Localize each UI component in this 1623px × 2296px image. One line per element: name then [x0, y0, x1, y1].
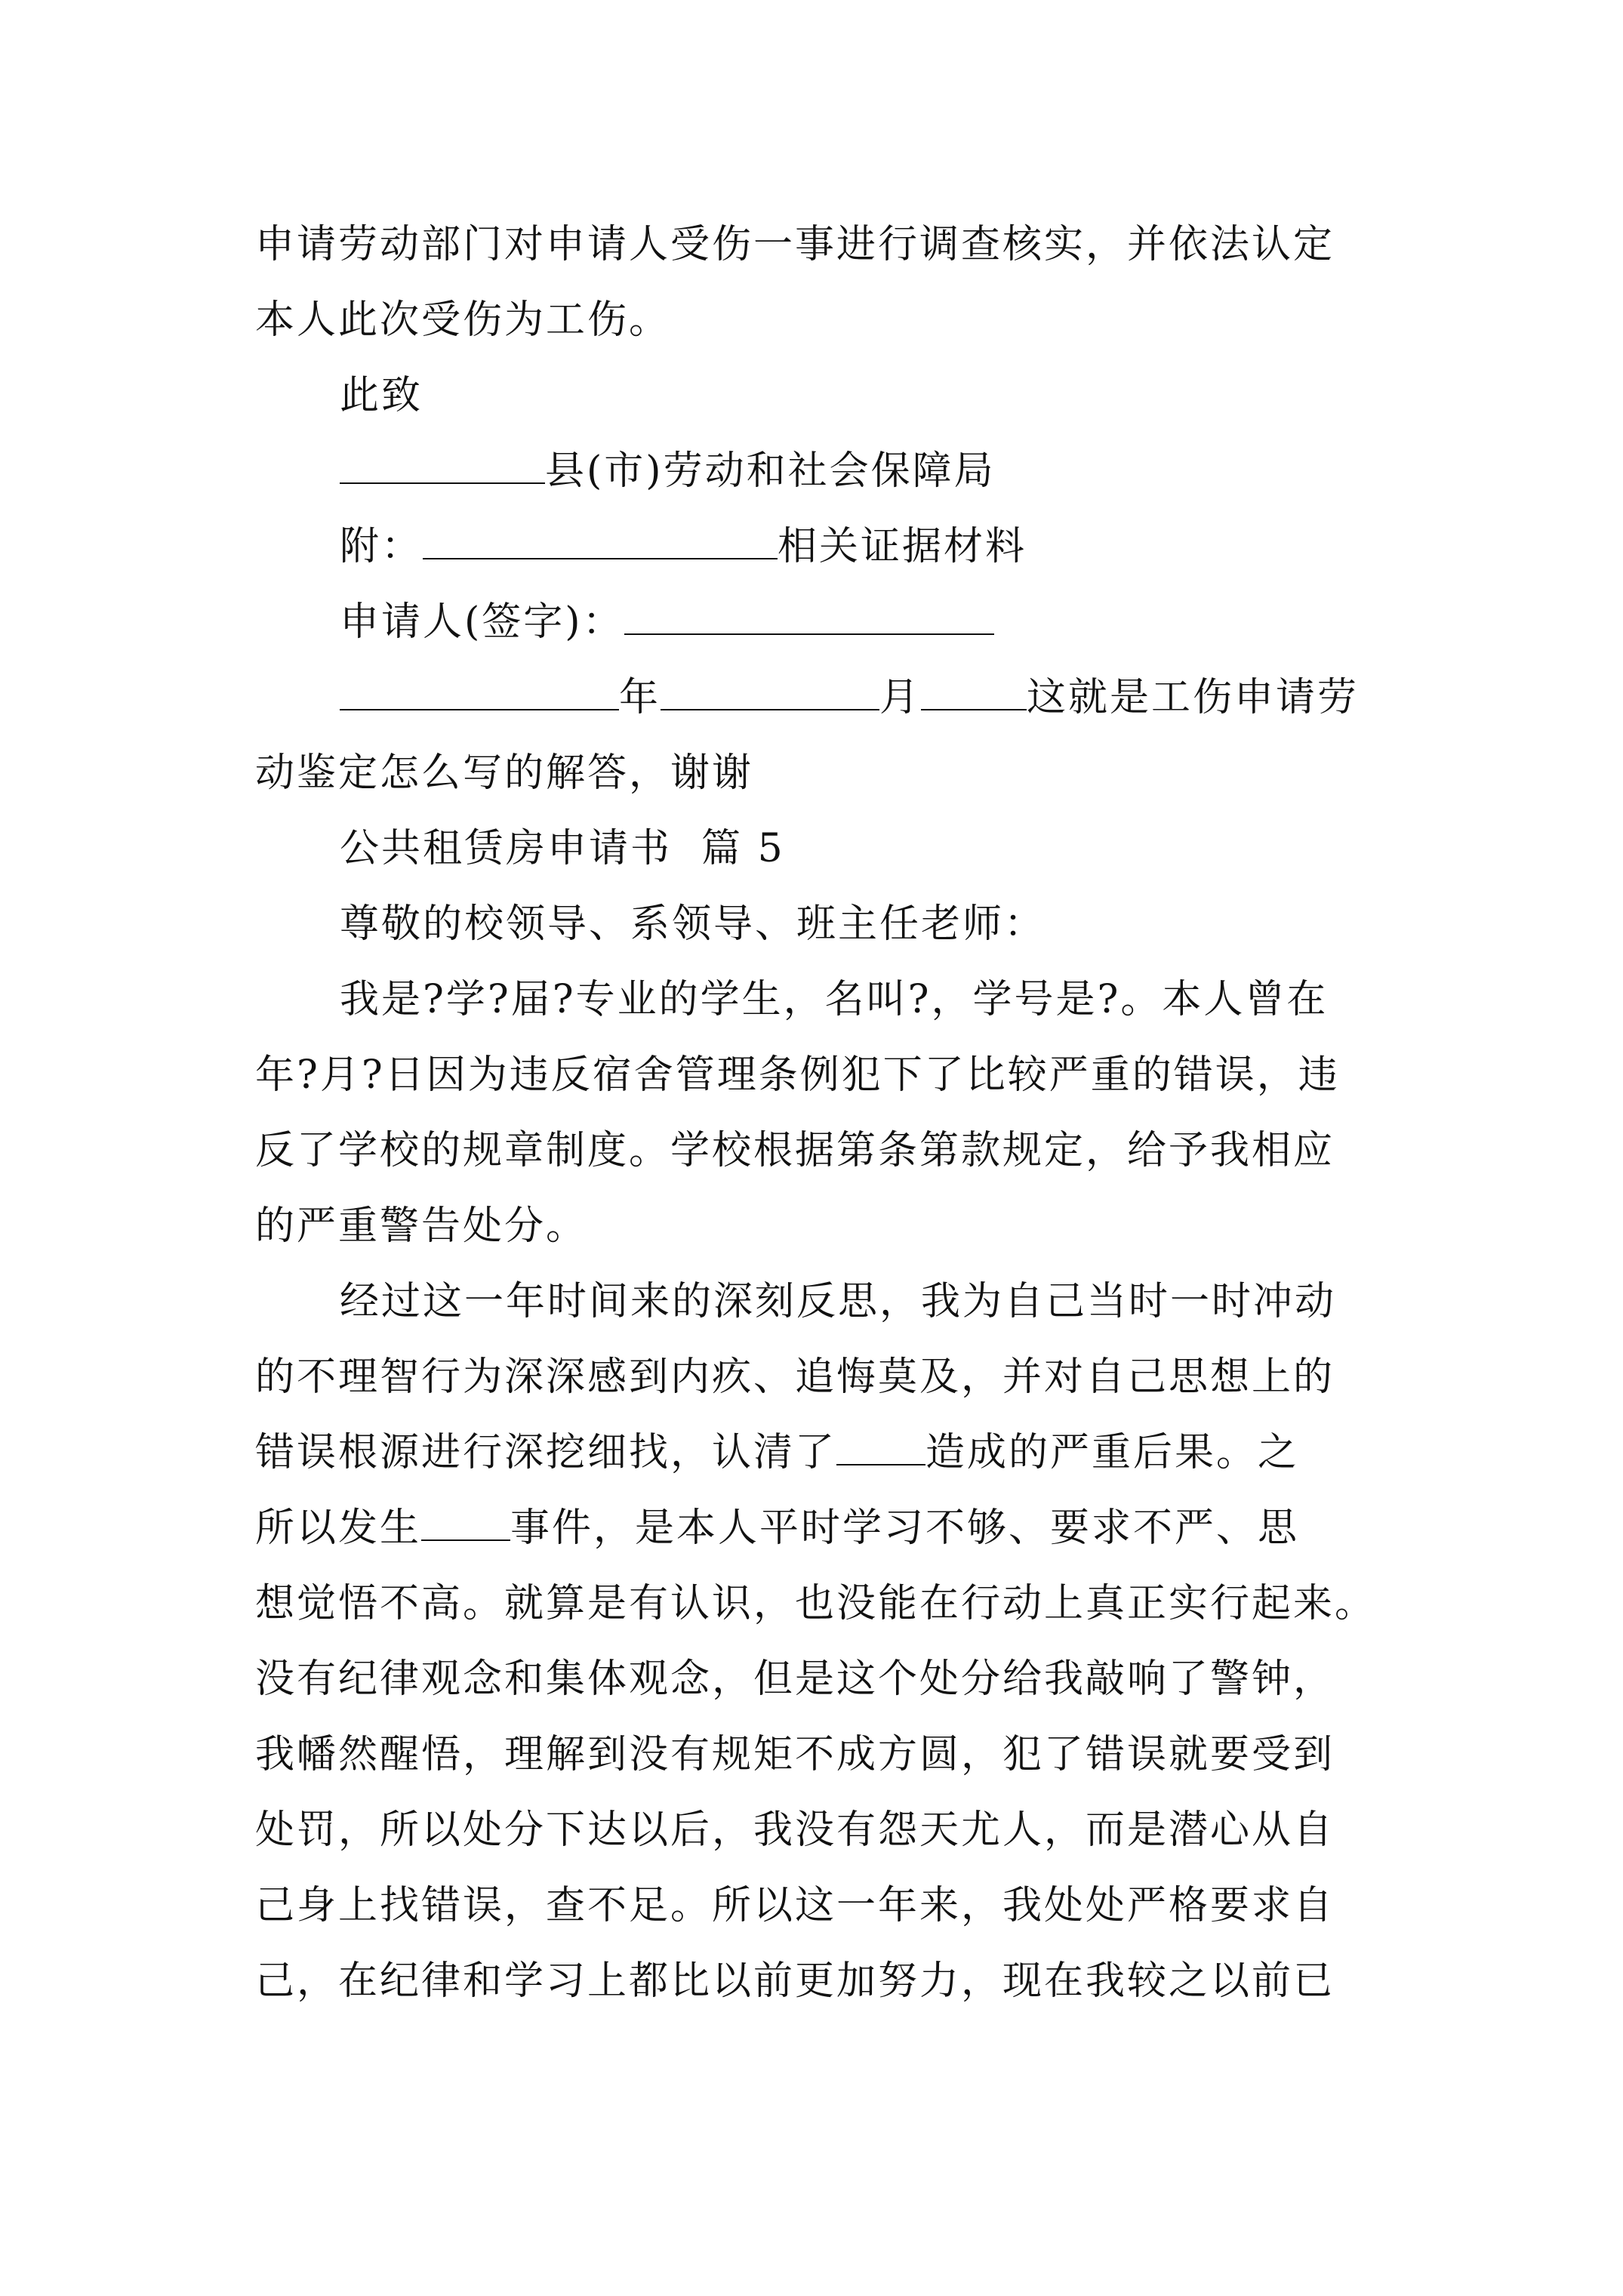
signature-line: [340, 599, 994, 646]
line-text: 尊敬的校领导、系领导、班主任老师：: [340, 901, 1046, 947]
text-line: [255, 1580, 1376, 1627]
line-text: 己，在纪律和学习上都比以前更加努力，现在我较之以前已: [255, 1959, 1335, 2004]
line-text: 相关证据材料: [778, 524, 1027, 569]
line-text: 申请人(签字)：: [340, 599, 624, 645]
line-text: 我是?学?届?专业的学生，名叫?，学号是?。本人曾在: [340, 977, 1329, 1022]
line-text: 这就是工伤申请劳: [1027, 675, 1360, 720]
line-text: 的不理智行为深深感到内疚、追悔莫及，并对自己思想上的: [255, 1354, 1335, 1400]
line-text: 县(市)劳动和社会保障局: [545, 448, 996, 494]
salutation-line: [340, 372, 423, 419]
line-text: 经过这一年时间来的深刻反思，我为自己当时一时冲动: [340, 1279, 1337, 1324]
line-text: 我幡然醒悟，理解到没有规矩不成方圆，犯了错误就要受到: [255, 1732, 1335, 1777]
greeting-line: [340, 901, 1046, 948]
recipient-line: [340, 448, 996, 495]
line-text: 错误根源进行深挖细找，认清了: [255, 1430, 837, 1475]
text-line: [255, 1429, 1299, 1476]
line-text: 反了学校的规章制度。学校根据第条第款规定，给予我相应: [255, 1128, 1335, 1173]
line-text: 本人此次受伤为工伤。: [255, 297, 671, 343]
text-line: [255, 1505, 1299, 1552]
line-text: 处罚，所以处分下达以后，我没有怨天尤人，而是潜心从自: [255, 1808, 1335, 1853]
line-text: 想觉悟不高。就算是有认识，也没能在行动上真正实行起来。: [255, 1581, 1377, 1626]
fill-blank: [836, 1429, 925, 1465]
text-line: [255, 1882, 1335, 1929]
line-text: 附：: [340, 524, 423, 569]
line-text: 所以发生: [255, 1505, 422, 1551]
year-blank: [340, 674, 619, 710]
attachment-line: [340, 523, 1027, 570]
text-line: [255, 1807, 1335, 1854]
text-line: [255, 1354, 1335, 1401]
text-line: [255, 1203, 587, 1250]
line-text: 造成的严重后果。之: [925, 1430, 1300, 1475]
section-heading: [340, 825, 785, 872]
fill-blank: [421, 1505, 510, 1541]
line-text: 年: [619, 675, 661, 720]
text-line: [340, 1278, 1336, 1325]
month-blank: [661, 674, 879, 710]
line-text: 月: [879, 675, 922, 720]
text-line: [340, 976, 1328, 1023]
text-line: [255, 750, 753, 797]
line-text: 年?月?日因为违反宿舍管理条例犯下了比较严重的错误，违: [255, 1052, 1340, 1098]
line-text: 此致: [340, 373, 423, 418]
text-line: [255, 297, 670, 344]
text-line: [255, 1127, 1335, 1174]
text-line: [255, 221, 1335, 268]
fill-blank: [340, 448, 545, 484]
line-text: 动鉴定怎么写的解答，谢谢: [255, 750, 754, 796]
day-blank: [921, 674, 1027, 710]
text-line: [255, 1052, 1340, 1099]
text-line: [255, 1958, 1335, 2005]
date-line: [340, 674, 1359, 721]
text-line: [255, 1656, 1335, 1703]
text-line: [255, 1731, 1335, 1778]
line-text: 己身上找错误，查不足。所以这一年来，我处处严格要求自: [255, 1883, 1335, 1928]
line-text: 没有纪律观念和集体观念，但是这个处分给我敲响了警钟，: [255, 1657, 1335, 1702]
fill-blank: [423, 523, 778, 559]
signature-blank: [624, 599, 994, 635]
line-text: 事件，是本人平时学习不够、要求不严、思: [510, 1505, 1300, 1551]
line-text: 的严重警告处分。: [255, 1203, 588, 1249]
line-text: 公共租赁房申请书 篇 5: [340, 826, 785, 871]
line-text: 申请劳动部门对申请人受伤一事进行调查核实，并依法认定: [255, 222, 1335, 267]
